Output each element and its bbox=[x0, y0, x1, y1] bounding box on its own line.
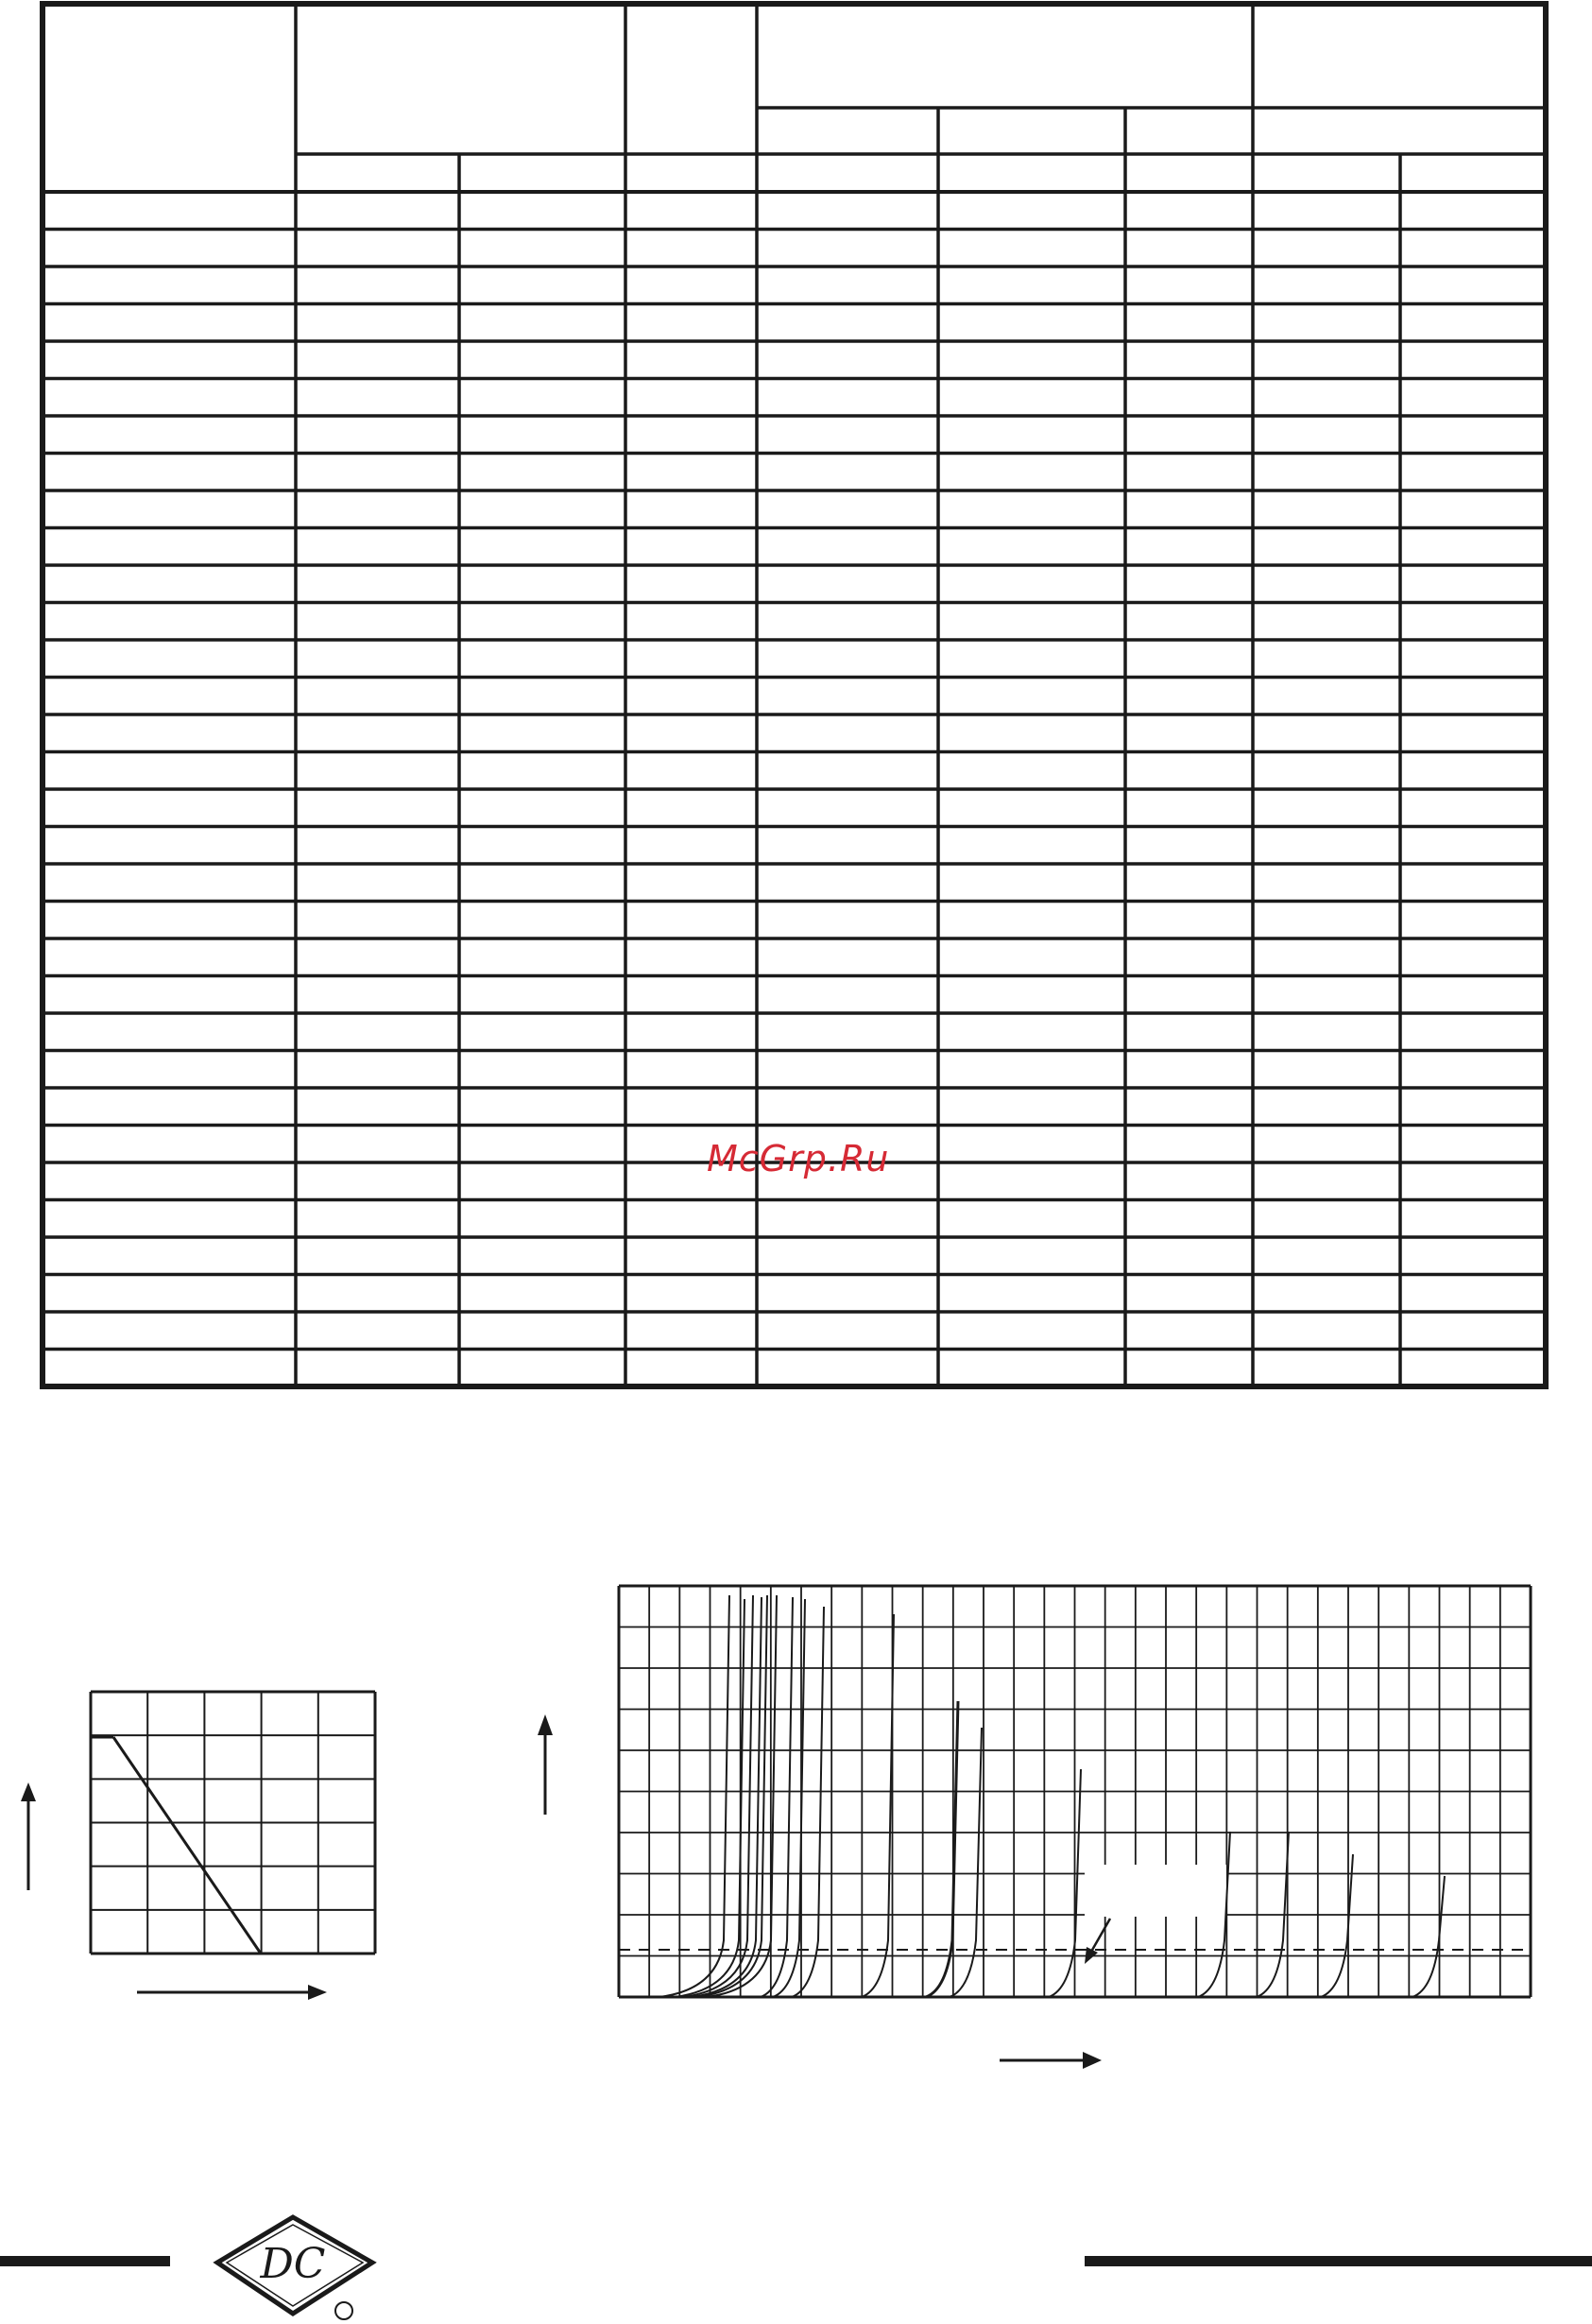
y-axis-arrow-icon bbox=[538, 1714, 553, 1815]
annotation-arrow-icon bbox=[1085, 1919, 1110, 1964]
watermark: McGrp.Ru bbox=[707, 1138, 890, 1179]
annotation-box bbox=[1085, 1865, 1226, 1917]
footer-rule-left bbox=[0, 2256, 170, 2266]
characteristic-curve bbox=[862, 1614, 894, 1997]
characteristic-curves bbox=[659, 1595, 1445, 1997]
characteristic-curve bbox=[1049, 1769, 1081, 1997]
registered-mark-icon bbox=[335, 2302, 352, 2319]
footer-rule-right bbox=[1085, 2256, 1592, 2266]
characteristic-chart bbox=[0, 1569, 1592, 2098]
characteristic-curve bbox=[659, 1595, 729, 1997]
x-axis-arrow-icon bbox=[1000, 2052, 1102, 2069]
characteristic-curve bbox=[792, 1607, 824, 1997]
logo-monogram: DC bbox=[260, 2240, 326, 2288]
company-logo bbox=[210, 2210, 389, 2324]
characteristic-curve bbox=[683, 1595, 753, 1997]
